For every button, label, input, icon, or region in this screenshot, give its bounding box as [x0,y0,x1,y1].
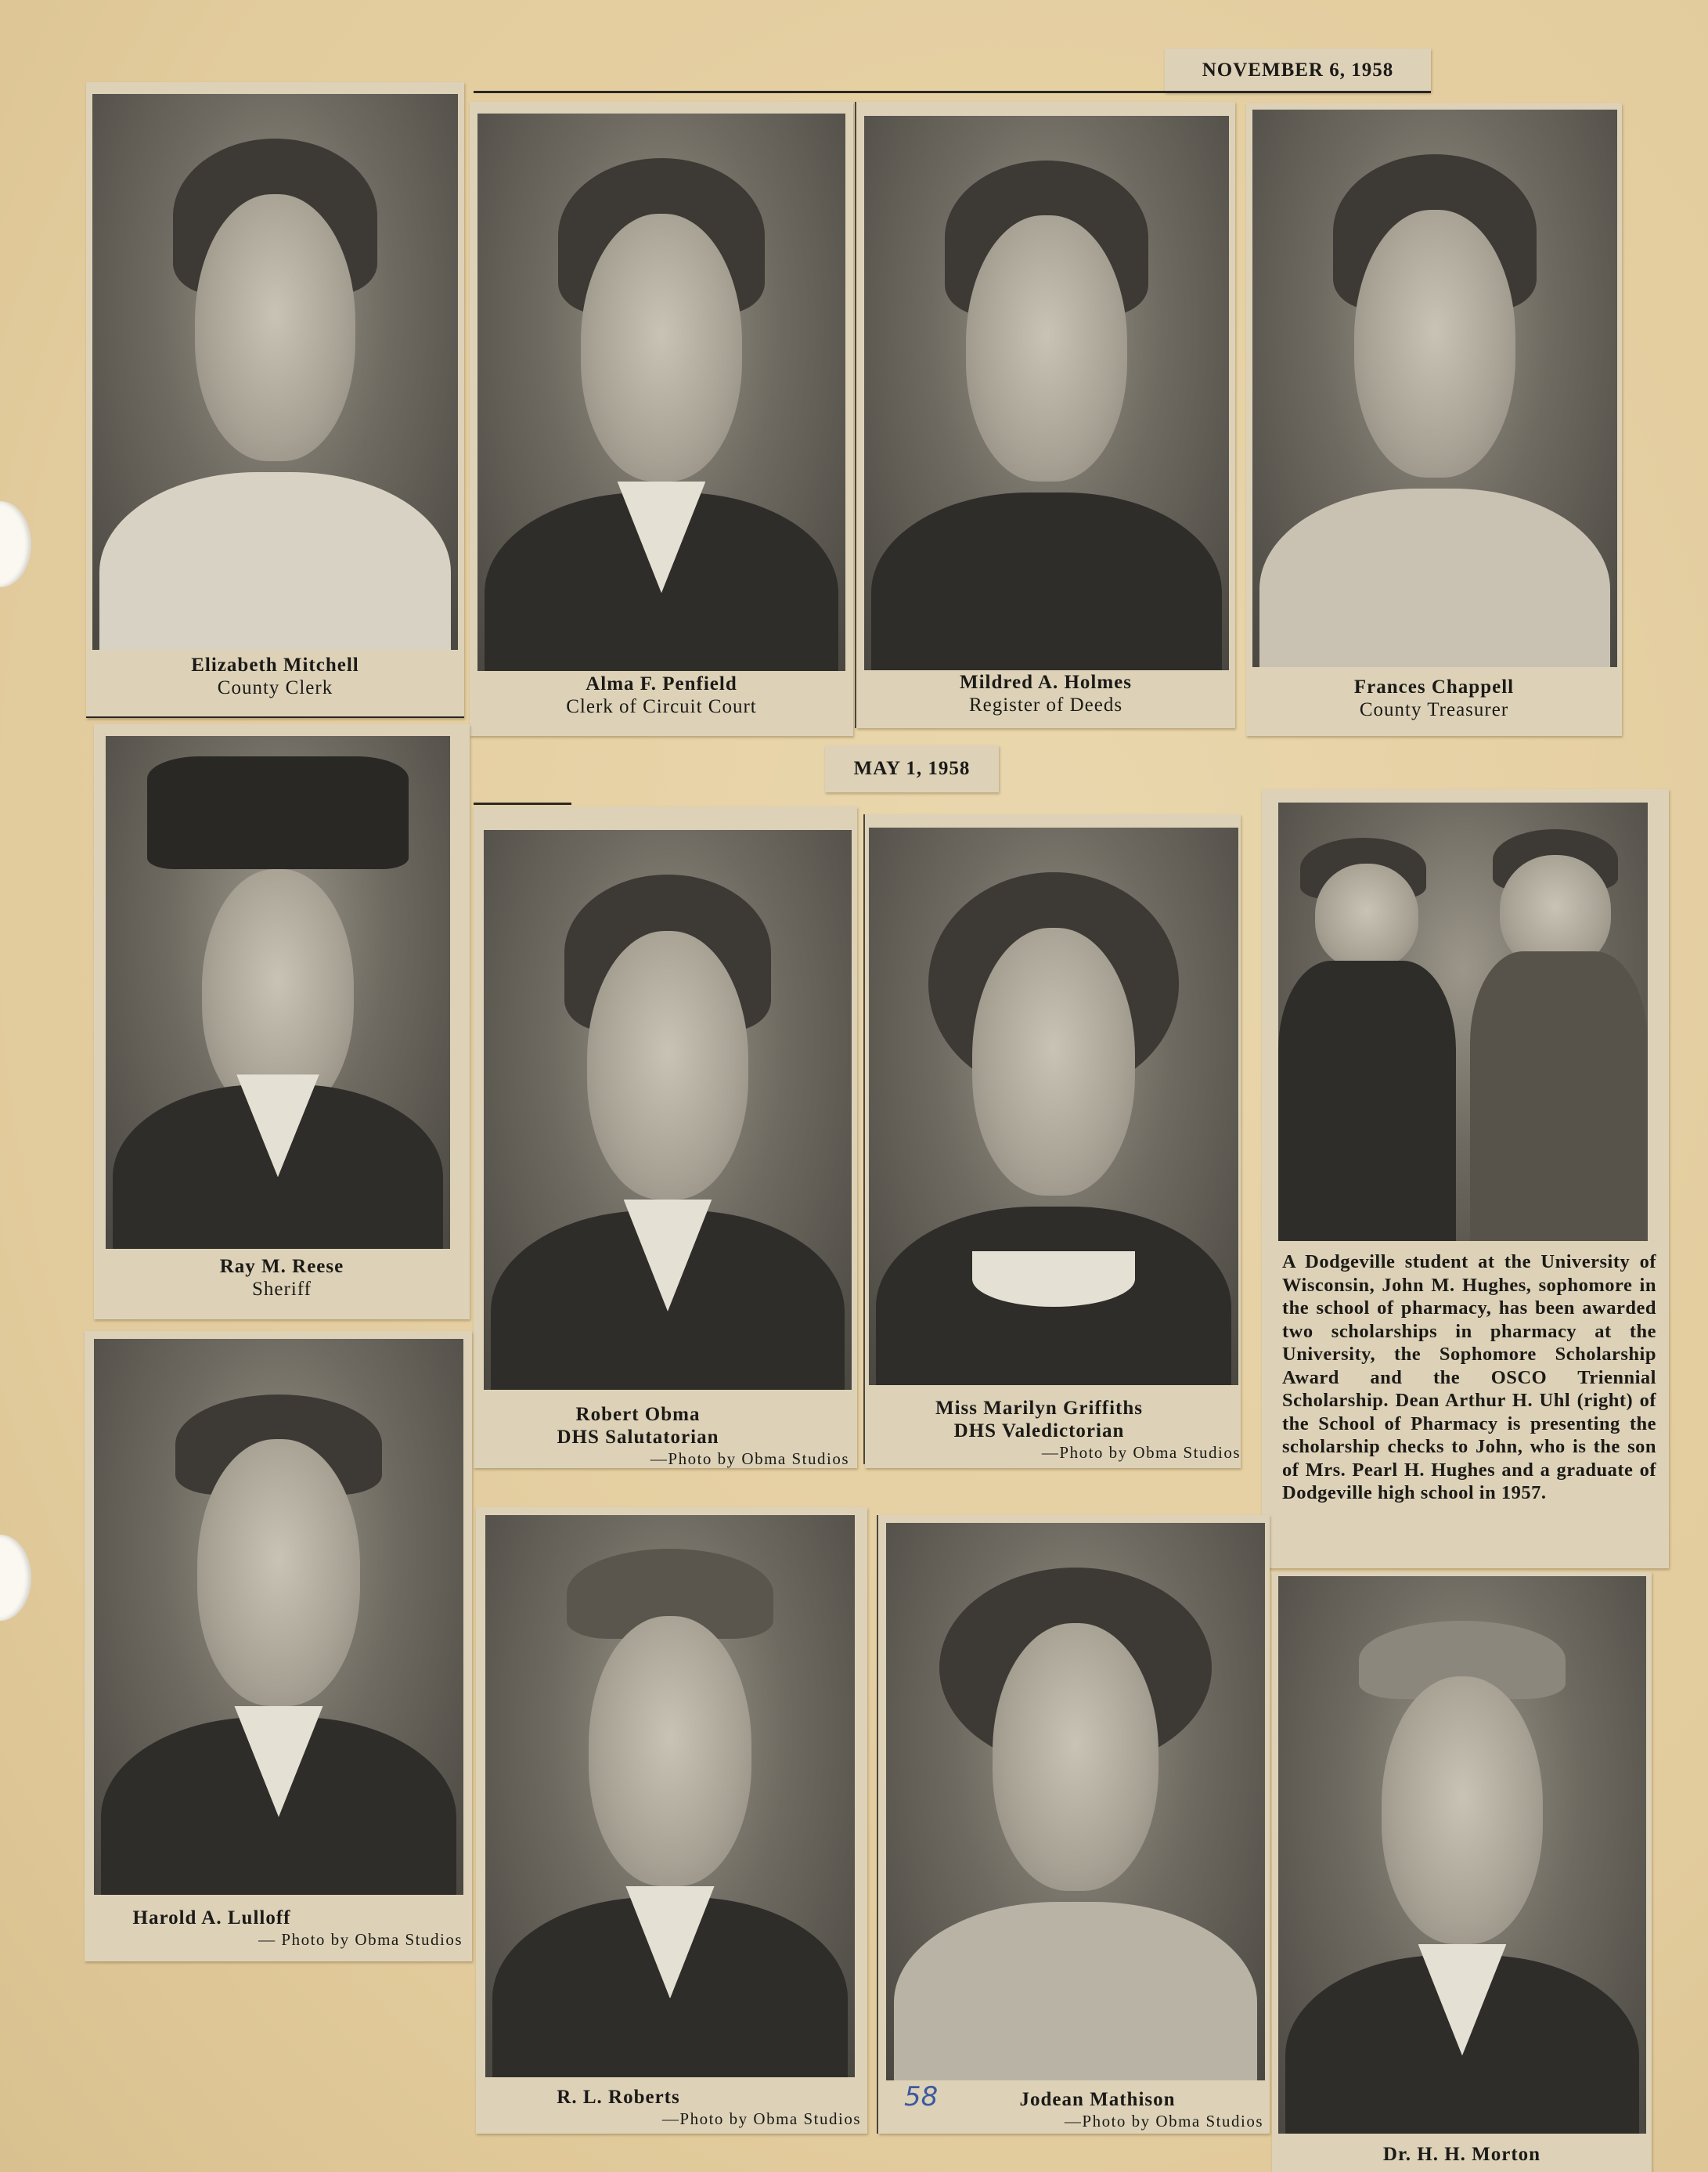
caption [94,1256,470,1301]
caption [477,2087,861,2128]
caption [856,672,1235,717]
person-title: DHS Salutatorian [557,1426,719,1448]
person-name: Elizabeth Mitchell [191,655,359,676]
handwritten-note: 58 [904,2081,939,2112]
punch-hole [0,501,31,587]
caption [474,1404,849,1468]
photo-credit: —Photo by Obma Studios [1064,2111,1263,2131]
caption [1272,2144,1652,2167]
person-title: County Treasurer [1359,698,1509,720]
header-rule [474,803,571,805]
caption [470,673,853,719]
photo-credit: —Photo by Obma Studios [650,1449,849,1468]
news-photo [1278,803,1648,1241]
person-name: Ray M. Reese [219,1256,344,1277]
punch-hole [0,1535,31,1621]
caption [85,1907,472,1949]
person-name: Dr. H. H. Morton [1382,2144,1541,2165]
person-name: Harold A. Lulloff [132,1907,291,1928]
header-rule [474,91,1431,93]
photo-credit: —Photo by Obma Studios [661,2109,861,2128]
person-name: Mildred A. Holmes [959,672,1132,693]
person-title: Clerk of Circuit Court [566,695,757,717]
date-header-may: MAY 1, 1958 [825,745,999,792]
person-title: DHS Valedictorian [953,1420,1125,1441]
portrait-photo [1278,1576,1646,2134]
person-name: Miss Marilyn Griffiths [935,1398,1144,1419]
portrait-photo [92,94,458,650]
caption [86,655,464,700]
caption [869,1398,1241,1462]
divider [86,716,464,718]
portrait-photo [1252,110,1617,667]
portrait-photo [484,830,852,1390]
person-name: Robert Obma [575,1404,701,1425]
caption [1246,676,1622,722]
person-name: Alma F. Penfield [586,673,737,695]
person-title: Sheriff [252,1278,312,1300]
article-text: A Dodgeville student at the University of Wisconsin, John M. Hughes, sophomore in the school of pharmacy, has been awarded two scholarships in pharmacy at the University, the Sophomore Scholarship Award and the OSCO Triennial Scholarship. Dean Arthur H. Uhl (right) of the School of Pharmacy is presenting the scholarship checks to John, who is the son of Mrs. Pearl H. Hughes and a graduate of Dodgeville high school in 1957. [1282,1251,1656,1503]
person-title: Register of Deeds [968,694,1123,716]
portrait-photo [94,1339,463,1895]
portrait-photo [886,1523,1265,2080]
person-name: Frances Chappell [1353,676,1515,698]
photo-credit: —Photo by Obma Studios [1041,1442,1241,1462]
date-header-november: NOVEMBER 6, 1958 [1165,49,1431,92]
person-title: County Clerk [217,676,333,698]
portrait-photo [864,116,1229,670]
portrait-photo [485,1515,855,2077]
portrait-photo [477,114,845,671]
person-name: Jodean Mathison [1019,2089,1176,2110]
person-name: R. L. Roberts [557,2087,680,2108]
portrait-photo [869,828,1238,1385]
portrait-photo [106,736,450,1249]
photo-credit: — Photo by Obma Studios [258,1929,463,1949]
